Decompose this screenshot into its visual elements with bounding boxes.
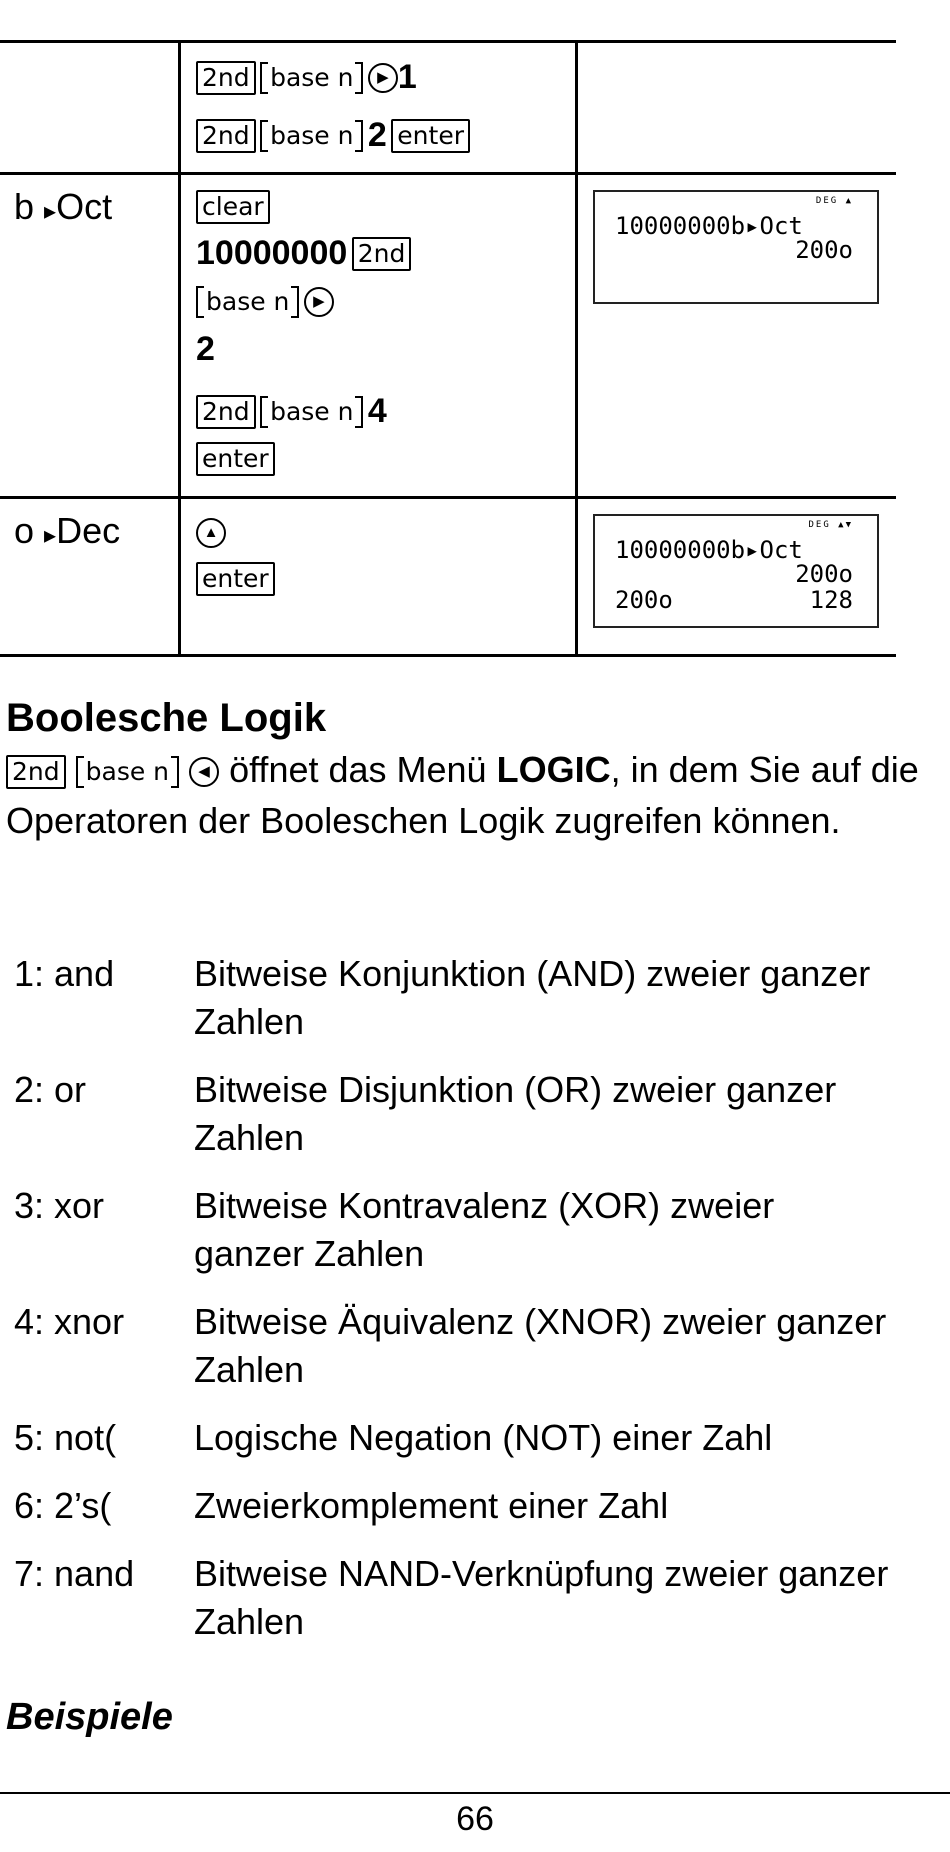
screen-result: 200o xyxy=(795,560,853,588)
left-arrow-key: ◀ xyxy=(189,757,219,787)
conversion-label: b ▸Oct xyxy=(14,186,113,227)
section-intro xyxy=(6,744,926,846)
table-row-rule xyxy=(0,172,896,175)
intro-rest: , in dem Sie auf die Operatoren der Booleschen Logik zugreifen können. xyxy=(6,749,919,841)
menu-description: Bitweise Kontravalenz (XOR) zweier ganzer Zahlen xyxy=(194,1185,775,1274)
screen-result: 128 xyxy=(809,586,853,614)
menu-description: Zweierkomplement einer Zahl xyxy=(194,1485,669,1526)
menu-description: Bitweise Konjunktion (AND) zweier ganzer Zahlen xyxy=(194,953,871,1042)
keystroke-line xyxy=(196,234,411,273)
examples-heading: Beispiele xyxy=(6,1696,173,1738)
second-key: 2nd xyxy=(196,395,256,429)
keystroke-line xyxy=(196,286,334,318)
page-number: 66 xyxy=(456,1800,494,1838)
calculator-screen xyxy=(593,514,879,628)
clear-key: clear xyxy=(196,190,270,224)
screen-indicator: DEG ▲▼ xyxy=(808,520,853,530)
base-n-key: base n xyxy=(260,62,363,94)
menu-key: 7: nand xyxy=(14,1553,135,1594)
table-column-rule xyxy=(575,40,578,657)
keystroke-line xyxy=(196,392,387,431)
menu-key: 1: and xyxy=(14,953,115,994)
enter-key: enter xyxy=(196,442,275,476)
menu-description: Bitweise Disjunktion (OR) zweier ganzer Zahlen xyxy=(194,1069,837,1158)
menu-key: 5: not( xyxy=(14,1417,117,1458)
menu-description: Logische Negation (NOT) einer Zahl xyxy=(194,1417,773,1458)
menu-name: LOGIC xyxy=(496,749,611,790)
table-bottom-rule xyxy=(0,654,896,657)
keystroke-line xyxy=(196,116,470,155)
menu-description: Bitweise NAND-Verknüpfung zweier ganzer Zahlen xyxy=(194,1553,889,1642)
second-key: 2nd xyxy=(6,755,66,789)
second-key: 2nd xyxy=(196,119,256,153)
screen-line: 10000000b▸Oct xyxy=(615,536,803,564)
digits-value: 10000000 xyxy=(196,234,348,272)
footer-rule xyxy=(0,1792,950,1794)
table-top-rule xyxy=(0,40,896,43)
keystroke-line xyxy=(196,330,215,369)
base-n-key: base n xyxy=(76,756,179,788)
second-key: 2nd xyxy=(196,61,256,95)
digit-value: 4 xyxy=(367,392,387,430)
base-n-key: base n xyxy=(260,120,363,152)
enter-key: enter xyxy=(196,562,275,596)
digit-value: 1 xyxy=(397,58,417,96)
base-n-key: base n xyxy=(196,286,299,318)
keystroke-line xyxy=(196,518,226,548)
keystroke-line xyxy=(196,442,275,476)
screen-line: 200o xyxy=(615,586,673,614)
menu-key: 3: xor xyxy=(14,1185,105,1226)
screen-line: 10000000b▸Oct xyxy=(615,212,803,240)
section-heading: Boolesche Logik xyxy=(6,696,327,740)
menu-description: Bitweise Äquivalenz (XNOR) zweier ganzer Zahlen xyxy=(194,1301,887,1390)
enter-key: enter xyxy=(391,119,470,153)
right-arrow-key: ▶ xyxy=(304,287,334,317)
base-n-key: base n xyxy=(260,396,363,428)
table-row-rule xyxy=(0,496,896,499)
up-arrow-key: ▲ xyxy=(196,518,226,548)
calculator-screen xyxy=(593,190,879,304)
intro-text: öffnet das Menü xyxy=(229,749,487,790)
screen-indicator: DEG ▲ xyxy=(815,196,853,206)
screen-result: 200o xyxy=(795,236,853,264)
keystroke-line xyxy=(196,58,417,97)
conversion-label: o ▸Dec xyxy=(14,510,121,551)
right-arrow-key: ▶ xyxy=(368,63,398,93)
keystroke-line xyxy=(196,190,270,224)
menu-key: 6: 2’s( xyxy=(14,1485,112,1526)
menu-key: 2: or xyxy=(14,1069,87,1110)
keystroke-line xyxy=(196,562,275,596)
table-column-rule xyxy=(178,40,181,657)
second-key: 2nd xyxy=(352,237,412,271)
menu-key: 4: xnor xyxy=(14,1301,125,1342)
digit-value: 2 xyxy=(196,330,215,368)
digit-value: 2 xyxy=(367,116,387,154)
